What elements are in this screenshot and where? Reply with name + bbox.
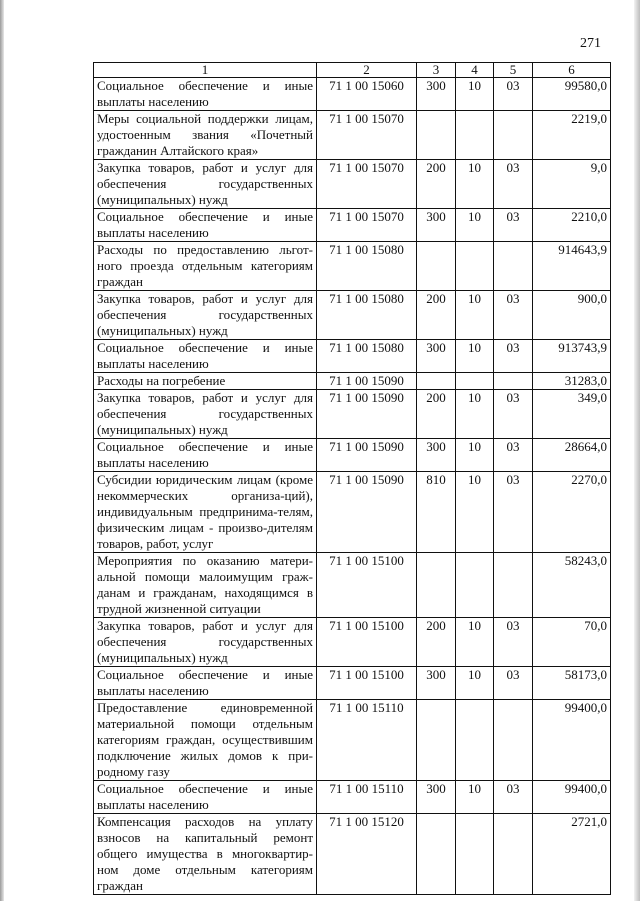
row-code-cell: 71 1 00 15090 — [317, 472, 417, 553]
row-col3-cell: 300 — [417, 781, 456, 814]
row-name-cell: Закупка товаров, работ и услуг для обеспечения государственных (муниципальных) нужд — [94, 291, 317, 340]
row-code-cell: 71 1 00 15110 — [317, 700, 417, 781]
column-header: 4 — [456, 63, 494, 78]
page-number: 271 — [580, 36, 601, 51]
row-amount-cell: 349,0 — [533, 390, 611, 439]
row-code-cell: 71 1 00 15060 — [317, 78, 417, 111]
table-row — [94, 111, 611, 160]
column-header: 2 — [317, 63, 417, 78]
row-col5-cell: 03 — [494, 78, 533, 111]
table-row — [94, 667, 611, 700]
row-name-cell: Социальное обеспечение и иные выплаты населению — [94, 667, 317, 700]
row-name-cell: Социальное обеспечение и иные выплаты населению — [94, 78, 317, 111]
row-col4-cell: 10 — [456, 160, 494, 209]
row-amount-cell: 2210,0 — [533, 209, 611, 242]
row-col5-cell — [494, 373, 533, 390]
row-code-cell: 71 1 00 15110 — [317, 781, 417, 814]
row-col5-cell: 03 — [494, 209, 533, 242]
row-col4-cell: 10 — [456, 291, 494, 340]
row-code-cell: 71 1 00 15070 — [317, 111, 417, 160]
row-col4-cell: 10 — [456, 390, 494, 439]
header-row — [94, 63, 611, 78]
table-row — [94, 553, 611, 618]
row-name-cell: Закупка товаров, работ и услуг для обеспечения государственных (муниципальных) нужд — [94, 160, 317, 209]
column-header: 6 — [533, 63, 611, 78]
row-col4-cell — [456, 700, 494, 781]
row-name-cell: Компенсация расходов на уплату взносов на капитальный ремонт общего имущества в многоквартир-ном доме отдельным категориям граждан — [94, 814, 317, 895]
table-row — [94, 700, 611, 781]
row-amount-cell: 99580,0 — [533, 78, 611, 111]
row-col3-cell: 300 — [417, 439, 456, 472]
table-row — [94, 242, 611, 291]
row-amount-cell: 9,0 — [533, 160, 611, 209]
row-col3-cell — [417, 373, 456, 390]
table-row — [94, 618, 611, 667]
table-header — [94, 63, 611, 78]
row-col3-cell: 300 — [417, 78, 456, 111]
table-row — [94, 781, 611, 814]
row-col3-cell: 200 — [417, 160, 456, 209]
row-code-cell: 71 1 00 15080 — [317, 340, 417, 373]
row-amount-cell: 70,0 — [533, 618, 611, 667]
row-col5-cell: 03 — [494, 340, 533, 373]
row-col3-cell — [417, 553, 456, 618]
row-col3-cell: 300 — [417, 340, 456, 373]
row-name-cell: Предоставление единовременной материальной помощи отдельным категориям граждан, осуществившим подключение жилых домов к при-родному газу — [94, 700, 317, 781]
row-col4-cell: 10 — [456, 472, 494, 553]
row-col4-cell — [456, 553, 494, 618]
row-amount-cell: 99400,0 — [533, 700, 611, 781]
table-body — [94, 78, 611, 895]
row-name-cell: Социальное обеспечение и иные выплаты населению — [94, 439, 317, 472]
row-name-cell: Субсидии юридическим лицам (кроме некоммерческих организа-ций), индивидуальным предпринима-телям, физическим лицам - произво-дителям товаров, работ, услуг — [94, 472, 317, 553]
row-col4-cell — [456, 814, 494, 895]
row-col5-cell: 03 — [494, 390, 533, 439]
row-amount-cell: 2270,0 — [533, 472, 611, 553]
row-col5-cell: 03 — [494, 472, 533, 553]
table-row — [94, 373, 611, 390]
row-name-cell: Закупка товаров, работ и услуг для обеспечения государственных (муниципальных) нужд — [94, 618, 317, 667]
row-code-cell: 71 1 00 15090 — [317, 373, 417, 390]
row-col4-cell: 10 — [456, 618, 494, 667]
budget-table — [93, 62, 611, 895]
table-row — [94, 472, 611, 553]
column-header: 5 — [494, 63, 533, 78]
row-col3-cell — [417, 814, 456, 895]
row-name-cell: Расходы на погребение — [94, 373, 317, 390]
row-code-cell: 71 1 00 15090 — [317, 439, 417, 472]
table-row — [94, 78, 611, 111]
table-row — [94, 439, 611, 472]
row-col3-cell: 300 — [417, 667, 456, 700]
row-code-cell: 71 1 00 15070 — [317, 209, 417, 242]
row-amount-cell: 900,0 — [533, 291, 611, 340]
row-col3-cell — [417, 242, 456, 291]
row-amount-cell: 99400,0 — [533, 781, 611, 814]
row-col3-cell — [417, 111, 456, 160]
scan-left-edge — [0, 0, 4, 901]
column-header: 1 — [94, 63, 317, 78]
table-row — [94, 209, 611, 242]
row-amount-cell: 28664,0 — [533, 439, 611, 472]
row-col3-cell: 810 — [417, 472, 456, 553]
row-col5-cell — [494, 111, 533, 160]
row-code-cell: 71 1 00 15070 — [317, 160, 417, 209]
row-name-cell: Социальное обеспечение и иные выплаты населению — [94, 340, 317, 373]
row-col4-cell: 10 — [456, 78, 494, 111]
row-code-cell: 71 1 00 15100 — [317, 553, 417, 618]
row-col5-cell — [494, 553, 533, 618]
row-name-cell: Мероприятия по оказанию матери-альной помощи малоимущим граж-данам и гражданам, находящимся в трудной жизненной ситуации — [94, 553, 317, 618]
row-col5-cell: 03 — [494, 160, 533, 209]
row-amount-cell: 2721,0 — [533, 814, 611, 895]
row-name-cell: Меры социальной поддержки лицам, удостоенным звания «Почетный гражданин Алтайского края» — [94, 111, 317, 160]
row-col5-cell: 03 — [494, 667, 533, 700]
row-col4-cell: 10 — [456, 340, 494, 373]
row-col4-cell: 10 — [456, 667, 494, 700]
row-col3-cell: 300 — [417, 209, 456, 242]
row-amount-cell: 58243,0 — [533, 553, 611, 618]
row-amount-cell: 58173,0 — [533, 667, 611, 700]
row-col4-cell — [456, 373, 494, 390]
row-code-cell: 71 1 00 15100 — [317, 618, 417, 667]
table-row — [94, 390, 611, 439]
row-amount-cell: 913743,9 — [533, 340, 611, 373]
row-col5-cell: 03 — [494, 439, 533, 472]
row-col4-cell: 10 — [456, 781, 494, 814]
row-col3-cell: 200 — [417, 390, 456, 439]
row-code-cell: 71 1 00 15080 — [317, 291, 417, 340]
row-name-cell: Социальное обеспечение и иные выплаты населению — [94, 781, 317, 814]
row-col3-cell: 200 — [417, 291, 456, 340]
table-row — [94, 291, 611, 340]
table-row — [94, 814, 611, 895]
row-col5-cell: 03 — [494, 291, 533, 340]
scan-right-edge — [634, 0, 640, 901]
row-col5-cell — [494, 700, 533, 781]
row-col4-cell — [456, 111, 494, 160]
row-amount-cell: 31283,0 — [533, 373, 611, 390]
row-amount-cell: 914643,9 — [533, 242, 611, 291]
row-col5-cell: 03 — [494, 781, 533, 814]
row-col5-cell — [494, 814, 533, 895]
row-name-cell: Закупка товаров, работ и услуг для обеспечения государственных (муниципальных) нужд — [94, 390, 317, 439]
row-amount-cell: 2219,0 — [533, 111, 611, 160]
row-code-cell: 71 1 00 15100 — [317, 667, 417, 700]
row-col5-cell: 03 — [494, 618, 533, 667]
row-code-cell: 71 1 00 15080 — [317, 242, 417, 291]
row-name-cell: Расходы по предоставлению льгот-ного проезда отдельным категориям граждан — [94, 242, 317, 291]
row-col4-cell: 10 — [456, 209, 494, 242]
row-col3-cell — [417, 700, 456, 781]
table-row — [94, 340, 611, 373]
row-col3-cell: 200 — [417, 618, 456, 667]
row-code-cell: 71 1 00 15090 — [317, 390, 417, 439]
row-col4-cell — [456, 242, 494, 291]
row-name-cell: Социальное обеспечение и иные выплаты населению — [94, 209, 317, 242]
row-col5-cell — [494, 242, 533, 291]
column-header: 3 — [417, 63, 456, 78]
row-code-cell: 71 1 00 15120 — [317, 814, 417, 895]
table-row — [94, 160, 611, 209]
row-col4-cell: 10 — [456, 439, 494, 472]
